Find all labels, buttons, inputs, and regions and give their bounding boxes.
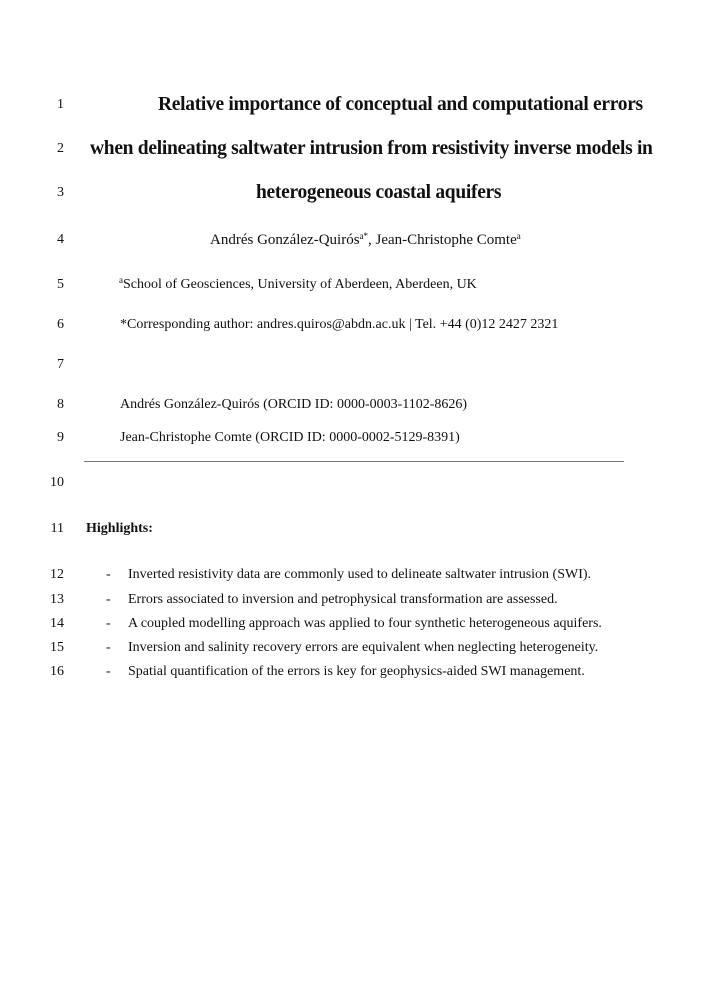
affiliation: [119, 276, 477, 294]
highlight-item: Spatial quantification of the errors is key for geophysics-aided SWI management.: [128, 664, 585, 679]
line-number: 11: [50, 521, 64, 536]
bullet-dash: -: [106, 567, 111, 582]
bullet-dash: -: [106, 592, 111, 607]
highlight-item: Errors associated to inversion and petrophysical transformation are assessed.: [128, 592, 558, 607]
line-number: 10: [50, 475, 64, 490]
orcid-author-2: Jean-Christophe Comte (ORCID ID: 0000-0002-5129-8391): [120, 430, 460, 445]
bullet-dash: -: [106, 640, 111, 655]
line-number: 14: [50, 616, 64, 631]
line-number: 15: [50, 640, 64, 655]
author-2: Jean-Christophe Comte: [375, 232, 517, 248]
line-number: 12: [50, 567, 64, 582]
title-line-2: when delineating saltwater intrusion from resistivity inverse models in: [90, 138, 653, 159]
line-number: 3: [57, 185, 64, 200]
bullet-dash: -: [106, 616, 111, 631]
line-number: 9: [57, 430, 64, 445]
title-line-1: Relative importance of conceptual and computational errors: [158, 94, 643, 115]
bullet-dash: -: [106, 664, 111, 679]
separator-rule: [84, 461, 624, 462]
line-number: 7: [57, 357, 64, 372]
line-number: 4: [57, 232, 64, 247]
title-line-3: heterogeneous coastal aquifers: [256, 182, 502, 203]
line-number: 13: [50, 592, 64, 607]
affiliation-text: School of Geosciences, University of Aberdeen, Aberdeen, UK: [123, 277, 477, 292]
highlight-item: A coupled modelling approach was applied to four synthetic heterogeneous aquifers.: [128, 616, 602, 631]
line-number: 16: [50, 664, 64, 679]
line-number: 6: [57, 317, 64, 332]
highlights-heading: Highlights:: [86, 521, 153, 536]
author-2-affiliation: a: [516, 231, 521, 241]
line-number: 2: [57, 141, 64, 156]
author-line: [210, 231, 521, 249]
author-1: Andrés González-Quirós: [210, 232, 360, 248]
line-number: 1: [57, 97, 64, 112]
corresponding-author: *Corresponding author: andres.quiros@abdn.ac.uk | Tel. +44 (0)12 2427 2321: [120, 317, 559, 332]
affiliation-marker: a: [119, 275, 123, 285]
author-1-affiliation: a*: [359, 231, 369, 241]
line-number: 8: [57, 397, 64, 412]
highlight-item: Inverted resistivity data are commonly used to delineate saltwater intrusion (SWI).: [128, 567, 592, 582]
line-number: 5: [57, 277, 64, 292]
author-separator: ,: [368, 232, 376, 248]
orcid-author-1: Andrés González-Quirós (ORCID ID: 0000-0003-1102-8626): [120, 397, 468, 412]
highlight-item: Inversion and salinity recovery errors are equivalent when neglecting heterogeneity.: [128, 640, 599, 655]
